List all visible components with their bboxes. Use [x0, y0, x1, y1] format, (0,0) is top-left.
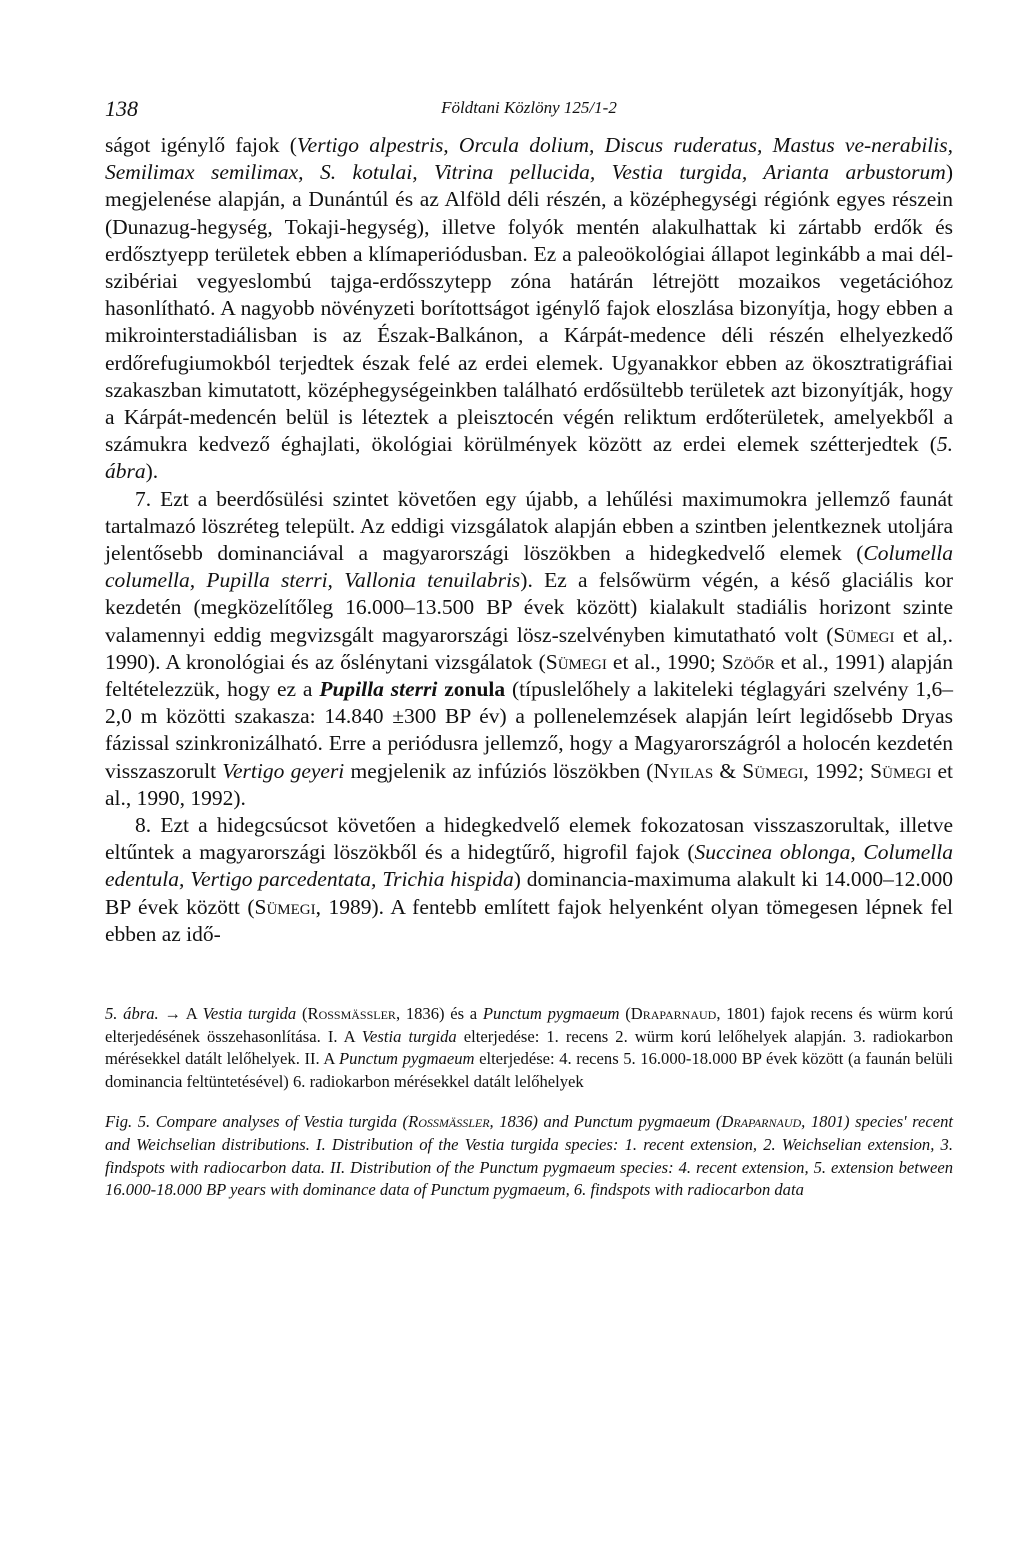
text-run: , 1836) and Punctum pygmaeum (	[489, 1112, 722, 1132]
text-run: Fig. 5. Compare analyses of Vestia turgida (	[105, 1112, 409, 1132]
document-page	[105, 92, 953, 1202]
author-name: Nyilas	[653, 758, 714, 783]
author-name: Sümegi	[742, 758, 804, 783]
text-run: 7. Ezt a beerdősülési szintet követően egy újabb, a lehűlési maximumokra jellemző faunát tartalmazó löszréteg települt. Az eddigi vizsgálatok alapján ebben a szintben jelentkeznek utoljára jelentősebb dominanciával a magyarországi löszökben a hidegkedvelő elemek (	[105, 486, 953, 566]
text-run: , 1989). A fentebb említett fajok helyenként olyan tömegesen lépnek fel ebben az idő-	[105, 894, 953, 946]
species-name: Vestia turgida	[361, 1026, 457, 1046]
author-name: Draparnaud	[630, 1004, 717, 1024]
text-run: A	[181, 1004, 203, 1024]
author-name: Sümegi	[833, 622, 895, 647]
text-run: elterjedése: 1. recens 2. würm korú lelőhelyek alapján. 3. radiokarbon mérésekkel datált lelőhelyek. II. A	[105, 1026, 953, 1069]
text-run: elterjedése: 4. recens 5. 16.000-18.000 BP évek között (a faunán belüli dominancia feltüntetésével) 6. radiokarbon mérésekkel datált lelőhelyek	[105, 1049, 953, 1091]
running-header	[105, 92, 953, 132]
caption-label: 5. ábra.	[105, 1004, 159, 1024]
author-name: Rossmässler	[408, 1112, 490, 1132]
species-list: Columella columella, Pupilla sterri, Vallonia tenuilabris	[105, 541, 953, 593]
text-run: et al., 1991) alapján feltételezzük, hogy ez a	[105, 649, 953, 702]
text-run: ).	[145, 459, 159, 484]
text-run: , 1836) és a	[395, 1004, 483, 1024]
species-name: Punctum pygmaeum	[339, 1049, 475, 1069]
body-text	[105, 132, 953, 948]
paragraph-7	[105, 486, 953, 812]
text-run: (	[296, 1004, 308, 1024]
text-run: et al., 1990;	[606, 649, 722, 674]
text-run: et al., 1990, 1992).	[105, 758, 953, 810]
figure-reference: 5. ábra	[105, 432, 953, 484]
species-name: Vestia turgida	[202, 1004, 297, 1024]
text-run: ). Ez a felsőwürm végén, a késő glaciális kor kezdetén (megközelítőleg 16.000–13.500 BP évek között) kialakult stadiális horizont szinte valamennyi eddig megvizsgált magyarországi lösz-szelvényben kimutatható volt (	[105, 568, 953, 647]
author-name: Sümegi	[870, 758, 932, 783]
paragraph-8	[105, 812, 953, 948]
species-name: Pupilla sterri	[319, 677, 438, 702]
zone-term: zonula	[437, 677, 506, 702]
text-run: (	[619, 1004, 631, 1024]
species-name: Vertigo geyeri	[222, 758, 345, 783]
text-run: et al,. 1990). A kronológiai és az őslénytani vizsgálatok (	[105, 622, 953, 674]
text-run: ) megjelenése alapján, a Dunántúl és az Alföld déli részén, a középhegységi régiónk egyes részein (Dunazug-hegység, Tokaji-hegység), illetve folyók mentén alakulhattak ki zártabb erdők és erdősztyepp területek ebben a klímaperiódusban. Ez a paleoökológiai állapot leginkább a mai dél-szibériai vegyeslombú tajga-erdősszytepp zóna határán létrejött mozaikos vegetációhoz hasonlítható. A nagyobb növényzeti borítottságot igénylő fajok eloszlása bizonyítja, hogy ebben a mikrointerstadiálisban is az Észak-Balkánon, a Kárpát-medence déli részén elhelyezkedő erdőrefugiumokból terjedtek észak felé az erdei elemek. Ugyanakkor ebben az ökosztratigráfiai szakaszban kimutatott, középhegységeinkben található erdősültebb területek azt bizonyítják, hogy a Kárpát-medencén belül is léteztek a pleisztocén végén reliktum erdőterületek, amelyekből a számukra kedvező éghajlati, ökológiai körülmények között az erdei elemek szétterjedtek (	[105, 160, 953, 457]
text-run: megjelenik az infúziós löszökben (	[344, 758, 654, 783]
figure-caption-hungarian	[105, 1003, 953, 1093]
author-name: Draparnaud	[721, 1112, 802, 1132]
text-run: , 1801) species' recent and Weichselian distributions. I. Distribution of the Vestia turgida species: 1. recent extension, 2. Weichselian extension, 3. findspots with radiocarbon data. II. Distribution of the Punctum pygmaeum species: 4. recent extension, 5. extension between 16.000-18.000 BP years with dominance data of Punctum pygmaeum, 6. findspots with radiocarbon data	[105, 1112, 953, 1200]
paragraph-continuation	[105, 132, 953, 486]
author-name: Rossmässler	[307, 1004, 396, 1024]
text-run: (típuslelőhely a lakiteleki téglagyári szelvény 1,6–2,0 m közötti szakasza: 14.840 ±300 BP év) a pollenelemzések alapján leírt legidősebb Dryas fázissal szinkronizálható. Erre a periódusra jellemző, hogy a Magyarországról a holocén kezdetén visszaszorult	[105, 677, 953, 783]
text-run: ságot igénylő fajok (	[105, 133, 297, 157]
text-run: , 1992;	[803, 758, 871, 783]
journal-title: Földtani Közlöny 125/1-2	[441, 98, 617, 117]
text-run: , 1801) fajok recens és würm korú elterjedésének összehasonlítása. I. A	[105, 1004, 953, 1046]
figure-caption-english	[105, 1111, 953, 1201]
species-list: Vertigo alpestris, Orcula dolium, Discus ruderatus, Mastus ve-nerabilis, Semilimax semilimax, S. kotulai, Vitrina pellucida, Vestia turgida, Arianta arbustorum	[105, 133, 953, 185]
arrow-icon: →	[164, 1004, 181, 1024]
author-name: Sümegi	[545, 649, 607, 674]
text-run: &	[713, 758, 743, 783]
species-list: Succinea oblonga, Columella edentula, Vertigo parcedentata, Trichia hispida	[105, 840, 954, 892]
text-run: 8. Ezt a hidegcsúcsot követően a hidegkedvelő elemek fokozatosan visszaszorultak, illetve eltűntek a magyarországi löszökből és a hidegtűrő, higrofil fajok (	[105, 813, 953, 865]
author-name: Szöőr	[721, 649, 775, 674]
text-run: ) dominancia-maximuma alakult ki 14.000–12.000 BP évek között (	[105, 867, 953, 919]
page-number: 138	[105, 96, 138, 121]
species-name: Punctum pygmaeum	[482, 1004, 620, 1024]
author-name: Sümegi	[254, 894, 316, 919]
